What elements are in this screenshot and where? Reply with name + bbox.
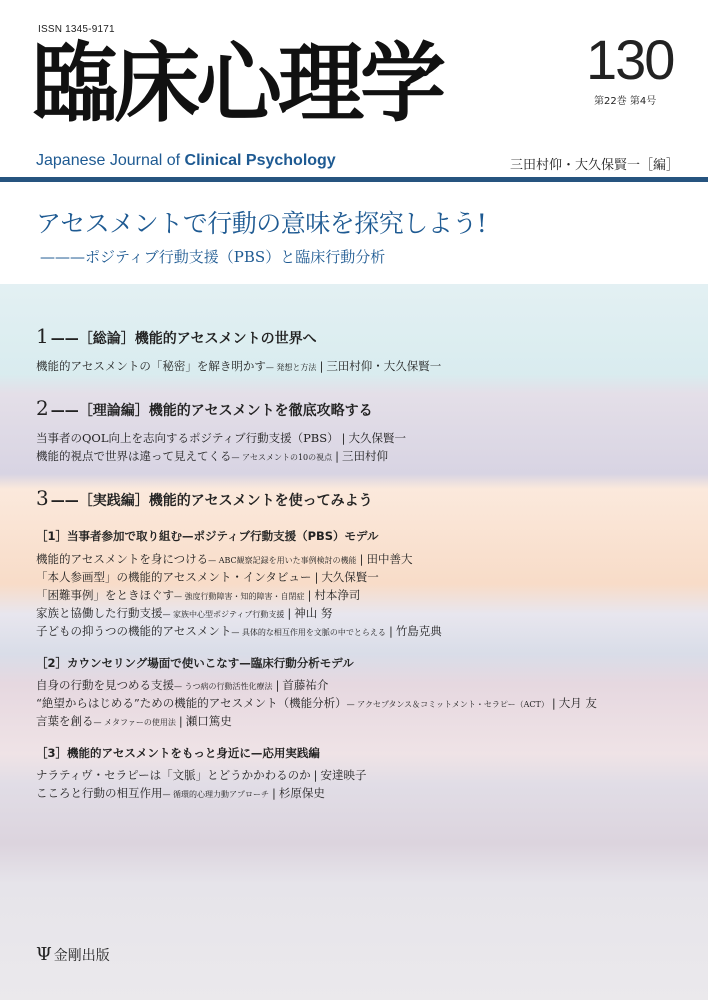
item-author: 首藤祐介 <box>282 678 329 692</box>
list-item: 「本人参画型」の機能的アセスメント・インタビュー | 大久保賢一 <box>36 570 379 584</box>
item-author: 瀬口篤史 <box>185 714 232 728</box>
section-1-number: 1 <box>36 324 49 348</box>
item-title: 言葉を創る <box>36 714 94 728</box>
item-author: 大月 友 <box>558 696 597 710</box>
section-2-title: ——［理論編］機能的アセスメントを徹底攻略する <box>50 403 373 419</box>
list-item: 機能的アセスメントを身につける— ABC観察記録を用いた事例検討の機能 | 田中善大 <box>36 552 413 566</box>
contents-background <box>0 284 708 1000</box>
english-subtitle-plain: Japanese Journal of <box>36 152 185 169</box>
item-title: 「困難事例」をときほぐす <box>36 588 174 602</box>
item-title: 子どもの抑うつの機能的アセスメント <box>36 624 232 638</box>
header-divider <box>0 177 708 182</box>
list-item: “絶望からはじめる”ための機能的アセスメント（機能分析）— アクセプタンス＆コミットメント・セラピー（ACT） | 大月 友 <box>36 696 597 710</box>
issue-number: 130 <box>586 28 674 91</box>
item-author: 安達映子 <box>320 768 367 782</box>
item-title: 機能的アセスメントの「秘密」を解き明かす <box>36 359 266 373</box>
publisher-mark <box>36 944 110 965</box>
item-note: — うつ病の行動活性化療法 <box>174 682 273 691</box>
item-note: — メタファーの使用法 <box>93 718 176 727</box>
subsection-heading: ［3］機能的アセスメントをもっと身近に—応用実践編 <box>36 746 320 760</box>
item-title: ナラティヴ・セラピーは「文脈」とどうかかわるのか <box>36 768 311 782</box>
list-item: 当事者のQOL向上を志向するポジティブ行動支援（PBS） | 大久保賢一 <box>36 431 407 445</box>
list-item: 家族と協働した行動支援— 家族中心型ポジティブ行動支援 | 神山 努 <box>36 606 333 620</box>
item-author: 三田村仰・大久保賢一 <box>326 359 442 373</box>
feature-title: アセスメントで行動の意味を探究しよう! <box>36 209 487 238</box>
item-note: — 循環的心理力動アプローチ <box>162 790 270 799</box>
issn-label: ISSN 1345-9171 <box>38 24 115 35</box>
item-author: 大久保賢一 <box>348 431 407 445</box>
item-note: — 強度行動障害・知的障害・自閉症 <box>174 592 305 601</box>
item-title: 家族と協働した行動支援 <box>36 606 163 620</box>
list-item: 機能的アセスメントの「秘密」を解き明かす— 発想と方法 | 三田村仰・大久保賢一 <box>36 359 442 373</box>
item-author: 杉原保史 <box>278 786 325 800</box>
item-note: — 家族中心型ポジティブ行動支援 <box>162 610 285 619</box>
publisher-name: 金剛出版 <box>53 948 110 964</box>
section-3-heading <box>36 486 373 510</box>
item-note: — ABC観察記録を用いた事例検討の機能 <box>208 556 357 565</box>
item-note: — アクセプタンス＆コミットメント・セラピー（ACT） <box>346 700 549 709</box>
item-note: — 発想と方法 <box>265 363 317 372</box>
list-item: 自身の行動を見つめる支援— うつ病の行動活性化療法 | 首藤祐介 <box>36 678 329 692</box>
list-item: こころと行動の相互作用— 循環的心理力動アプローチ | 杉原保史 <box>36 786 325 800</box>
feature-subtitle: ———ポジティブ行動支援（PBS）と臨床行動分析 <box>40 248 386 266</box>
journal-title: 臨床心理学 <box>32 34 442 134</box>
list-item: 機能的視点で世界は違って見えてくる— アセスメントの10の視点 | 三田村仰 <box>36 449 389 463</box>
editors-label: 三田村仰・大久保賢一［編］ <box>510 158 680 173</box>
item-author: 三田村仰 <box>342 449 389 463</box>
section-1-heading <box>36 324 317 348</box>
item-author: 大久保賢一 <box>321 570 379 584</box>
item-title: 機能的アセスメントを身につける <box>36 552 209 566</box>
section-1-title: ——［総論］機能的アセスメントの世界へ <box>50 331 317 347</box>
item-author: 神山 努 <box>294 606 333 620</box>
item-title: こころと行動の相互作用 <box>36 786 163 800</box>
item-note: — 具体的な相互作用を文脈の中でとらえる <box>231 628 386 637</box>
item-author: 村本浄司 <box>314 588 361 602</box>
item-author: 田中善大 <box>366 552 413 566</box>
english-subtitle-strong: Clinical Psychology <box>184 152 336 169</box>
subsection-heading: ［1］当事者参加で取り組む—ポジティブ行動支援（PBS）モデル <box>36 529 379 543</box>
section-3-number: 3 <box>36 486 49 510</box>
section-3-title: ——［実践編］機能的アセスメントを使ってみよう <box>50 493 373 509</box>
item-title: “絶望からはじめる”ための機能的アセスメント（機能分析） <box>36 696 347 710</box>
list-item: 子どもの抑うつの機能的アセスメント— 具体的な相互作用を文脈の中でとらえる | 竹島克典 <box>36 624 442 638</box>
list-item: 言葉を創る— メタファーの使用法 | 瀬口篤史 <box>36 714 232 728</box>
list-item: ナラティヴ・セラピーは「文脈」とどうかかわるのか | 安達映子 <box>36 768 367 782</box>
item-title: 「本人参画型」の機能的アセスメント・インタビュー <box>36 570 312 584</box>
section-2-heading <box>36 396 373 420</box>
item-author: 竹島克典 <box>395 624 442 638</box>
psi-logo-icon: Ψ <box>36 944 52 965</box>
item-title: 機能的視点で世界は違って見えてくる <box>36 449 232 463</box>
section-2-number: 2 <box>36 396 49 420</box>
english-subtitle <box>36 152 336 170</box>
item-title: 自身の行動を見つめる支援 <box>36 678 174 692</box>
volume-label: 第22巻 第4号 <box>594 96 657 107</box>
list-item: 「困難事例」をときほぐす— 強度行動障害・知的障害・自閉症 | 村本浄司 <box>36 588 361 602</box>
item-note: — アセスメントの10の視点 <box>231 453 333 462</box>
subsection-heading: ［2］カウンセリング場面で使いこなす—臨床行動分析モデル <box>36 656 354 670</box>
item-title: 当事者のQOL向上を志向するポジティブ行動支援（PBS） <box>36 431 339 445</box>
